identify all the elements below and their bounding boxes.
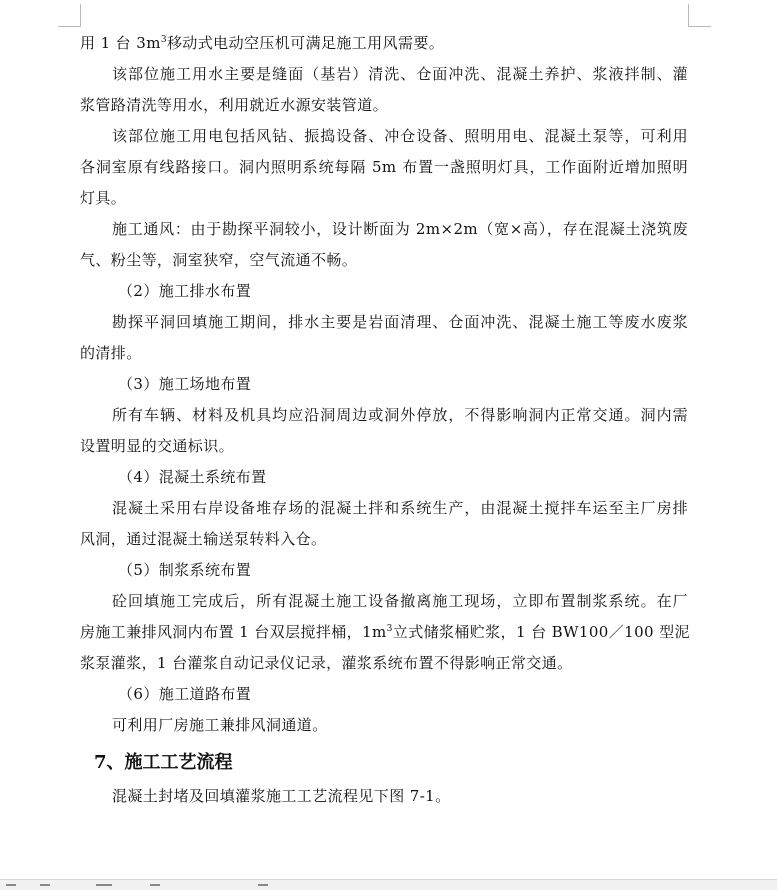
page-corner-mark-top-left [58, 4, 81, 27]
subheading: （4）混凝土系统布置 [118, 468, 267, 486]
paragraph-line: 砼回填施工完成后，所有混凝土施工设备撤离施工现场，立即布置制浆系统。在厂 [112, 592, 688, 610]
status-bar-mark [6, 884, 16, 886]
status-bar-mark [258, 884, 268, 886]
paragraph-line: 灯具。 [80, 189, 127, 207]
status-bar-mark [40, 884, 50, 886]
paragraph-line: 各洞室原有线路接口。洞内照明系统每隔 5m 布置一盏照明灯具，工作面附近增加照明 [80, 158, 688, 176]
page-corner-mark-top-right [688, 4, 711, 27]
subheading: （5）制浆系统布置 [118, 561, 252, 579]
paragraph-line: 可利用厂房施工兼排风洞通道。 [112, 716, 328, 734]
subheading: （3）施工场地布置 [118, 375, 252, 393]
status-bar-mark [150, 884, 160, 886]
paragraph-line: 该部位施工用电包括风钻、振捣设备、冲仓设备、照明用电、混凝土泵等，可利用 [112, 127, 688, 145]
paragraph-line: 所有车辆、材料及机具均应沿洞周边或洞外停放，不得影响洞内正常交通。洞内需 [112, 406, 688, 424]
paragraph-line: 该部位施工用水主要是缝面（基岩）清洗、仓面冲洗、混凝土养护、浆液拌制、灌 [112, 65, 688, 83]
paragraph-line: 混凝土封堵及回填灌浆施工工艺流程见下图 7-1。 [112, 787, 451, 805]
section-heading: 7、施工工艺流程 [94, 752, 233, 773]
subheading: （6）施工道路布置 [118, 685, 252, 703]
status-bar-mark [96, 884, 112, 886]
paragraph-line: 勘探平洞回填施工期间，排水主要是岩面清理、仓面冲洗、混凝土施工等废水废浆 [112, 313, 688, 331]
paragraph-line: 的清排。 [80, 344, 142, 362]
status-bar-strip [0, 879, 777, 890]
paragraph-line: 房施工兼排风洞内布置 1 台双层搅拌桶，$1m^3$立式储浆桶贮浆，1 台 BW100／100 型泥 [80, 623, 690, 641]
paragraph-line: 气、粉尘等，洞室狭窄，空气流通不畅。 [80, 251, 358, 269]
paragraph-line: 浆泵灌浆，1 台灌浆自动记录仪记录，灌浆系统布置不得影响正常交通。 [80, 654, 573, 672]
subheading: （2）施工排水布置 [118, 282, 252, 300]
paragraph-line: 浆管路清洗等用水，利用就近水源安装管道。 [80, 96, 389, 114]
document-body [80, 28, 688, 812]
paragraph-line: 风洞，通过混凝土输送泵转料入仓。 [80, 530, 327, 548]
paragraph-line: 设置明显的交通标识。 [80, 437, 235, 455]
paragraph-line: 用 1 台 $3m^3$移动式电动空压机可满足施工用风需要。 [80, 34, 445, 52]
paragraph-line: 混凝土采用右岸设备堆存场的混凝土拌和系统生产，由混凝土搅拌车运至主厂房排 [112, 499, 688, 517]
paragraph-line: 施工通风：由于勘探平洞较小，设计断面为 2m×2m（宽×高），存在混凝土浇筑废 [112, 220, 688, 238]
